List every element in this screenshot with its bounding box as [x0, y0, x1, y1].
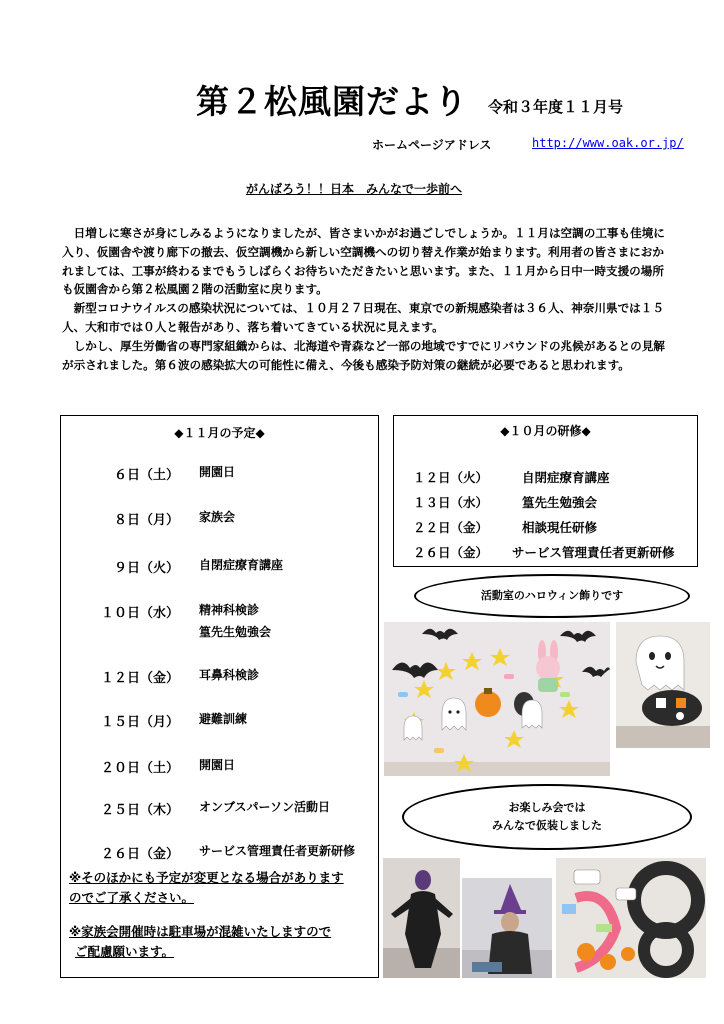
schedule-date: １０日（水）	[100, 606, 179, 621]
schedule-event: 避難訓練	[199, 712, 248, 726]
slogan: がんばろう！！日本 みんなで一歩前へ	[246, 182, 463, 196]
schedule-event: オンブスパーソン活動日	[199, 800, 331, 814]
halloween-crafts-illustration	[556, 858, 706, 978]
schedule-date: １５日（月）	[100, 715, 179, 730]
intro-paragraph-2: 新型コロナウイルスの感染状況については、１０月２７日現在、東京での新規感染者は３６人、神奈川県では１５人、大和市では０人と報告があり、落ち着いてきている状況に見えます。	[62, 301, 664, 334]
costume-person-photo-1	[383, 858, 460, 978]
intro-paragraph-3: しかし、厚生労働省の専門家組織からは、北海道や青森など一部の地域ですでにリバウンドの兆候があるとの見解が示されました。第６波の感染拡大の可能性に備え、今後も感染予防対策の継続が必要であると思われます。	[62, 338, 665, 372]
homepage-link[interactable]: http://www.oak.or.jp/	[532, 136, 684, 150]
costume-person-photo-2	[462, 878, 552, 978]
homepage-label: ホームページアドレス	[372, 138, 492, 152]
schedule-note-2: ※家族会開催時は駐車場が混雑いたしますので ご配慮願います。	[69, 924, 332, 959]
halloween-crafts-photo	[556, 858, 706, 978]
training-heading: ◆１０月の研修◆	[500, 424, 591, 438]
schedule-date: ２６日（金）	[100, 847, 179, 862]
schedule-date: １２日（金）	[100, 671, 179, 686]
schedule-heading: ◆１１月の予定◆	[174, 426, 265, 440]
schedule-event: 精神科検診	[199, 603, 260, 617]
schedule-event: 篁先生勉強会	[199, 625, 272, 639]
schedule-note-1: ※そのほかにも予定が変更となる場合があります のでご了承ください。	[69, 870, 344, 905]
issue-label: 令和３年度１１月号	[488, 98, 624, 116]
intro-paragraph-1: 日増しに寒さが身にしみるようになりましたが、皆さまいかがお過ごしでしょうか。１１月は空調の工事も佳境に入り、仮園舎や渡り廊下の撤去、仮空調機から新しい空調機への切り替え作業が始まります。利用者の皆さまにおかれましては、工事が終わるまでもうしばらくお待ちいただきたいと思います。また、１１月から日中一時支援の場所も仮園舎から第２松風園２階の活動室に戻ります。	[62, 226, 665, 297]
schedule-date: ６日（土）	[113, 468, 179, 483]
schedule-event: 家族会	[199, 510, 236, 524]
schedule-date: ２５日（木）	[100, 803, 179, 818]
schedule-event: サービス管理責任者更新研修	[199, 844, 356, 858]
costume-person-illustration-2	[462, 878, 552, 978]
schedule-event: 耳鼻科検診	[199, 668, 260, 682]
costume-party-caption: お楽しみ会では みんなで仮装しました	[402, 784, 692, 850]
intro-text	[62, 224, 674, 374]
ghost-display-illustration	[616, 622, 710, 748]
schedule-date: ９日（火）	[113, 561, 179, 576]
october-training-box: ◆１０月の研修◆ １２日（火） 自閉症療育講座 １３日（水） 篁先生勉強会 ２２日（金） 相談現任研修 ２６日（金） サービス管理責任者更新研修	[393, 415, 698, 567]
schedule-date: ２０日（土）	[100, 761, 179, 776]
schedule-event: 自閉症療育講座	[199, 558, 284, 572]
newsletter-title: 第２松風園だより	[196, 82, 468, 121]
schedule-event: 開園日	[199, 465, 236, 479]
ghost-display-photo	[616, 622, 710, 748]
halloween-decor-caption: 活動室のハロウィン飾りです	[414, 574, 690, 618]
schedule-event: 開園日	[199, 758, 236, 772]
costume-person-illustration-1	[383, 858, 460, 978]
november-schedule-box	[60, 415, 379, 978]
halloween-wall-photo	[384, 622, 610, 776]
halloween-wall-illustration	[384, 622, 610, 776]
schedule-date: ８日（月）	[113, 513, 179, 528]
